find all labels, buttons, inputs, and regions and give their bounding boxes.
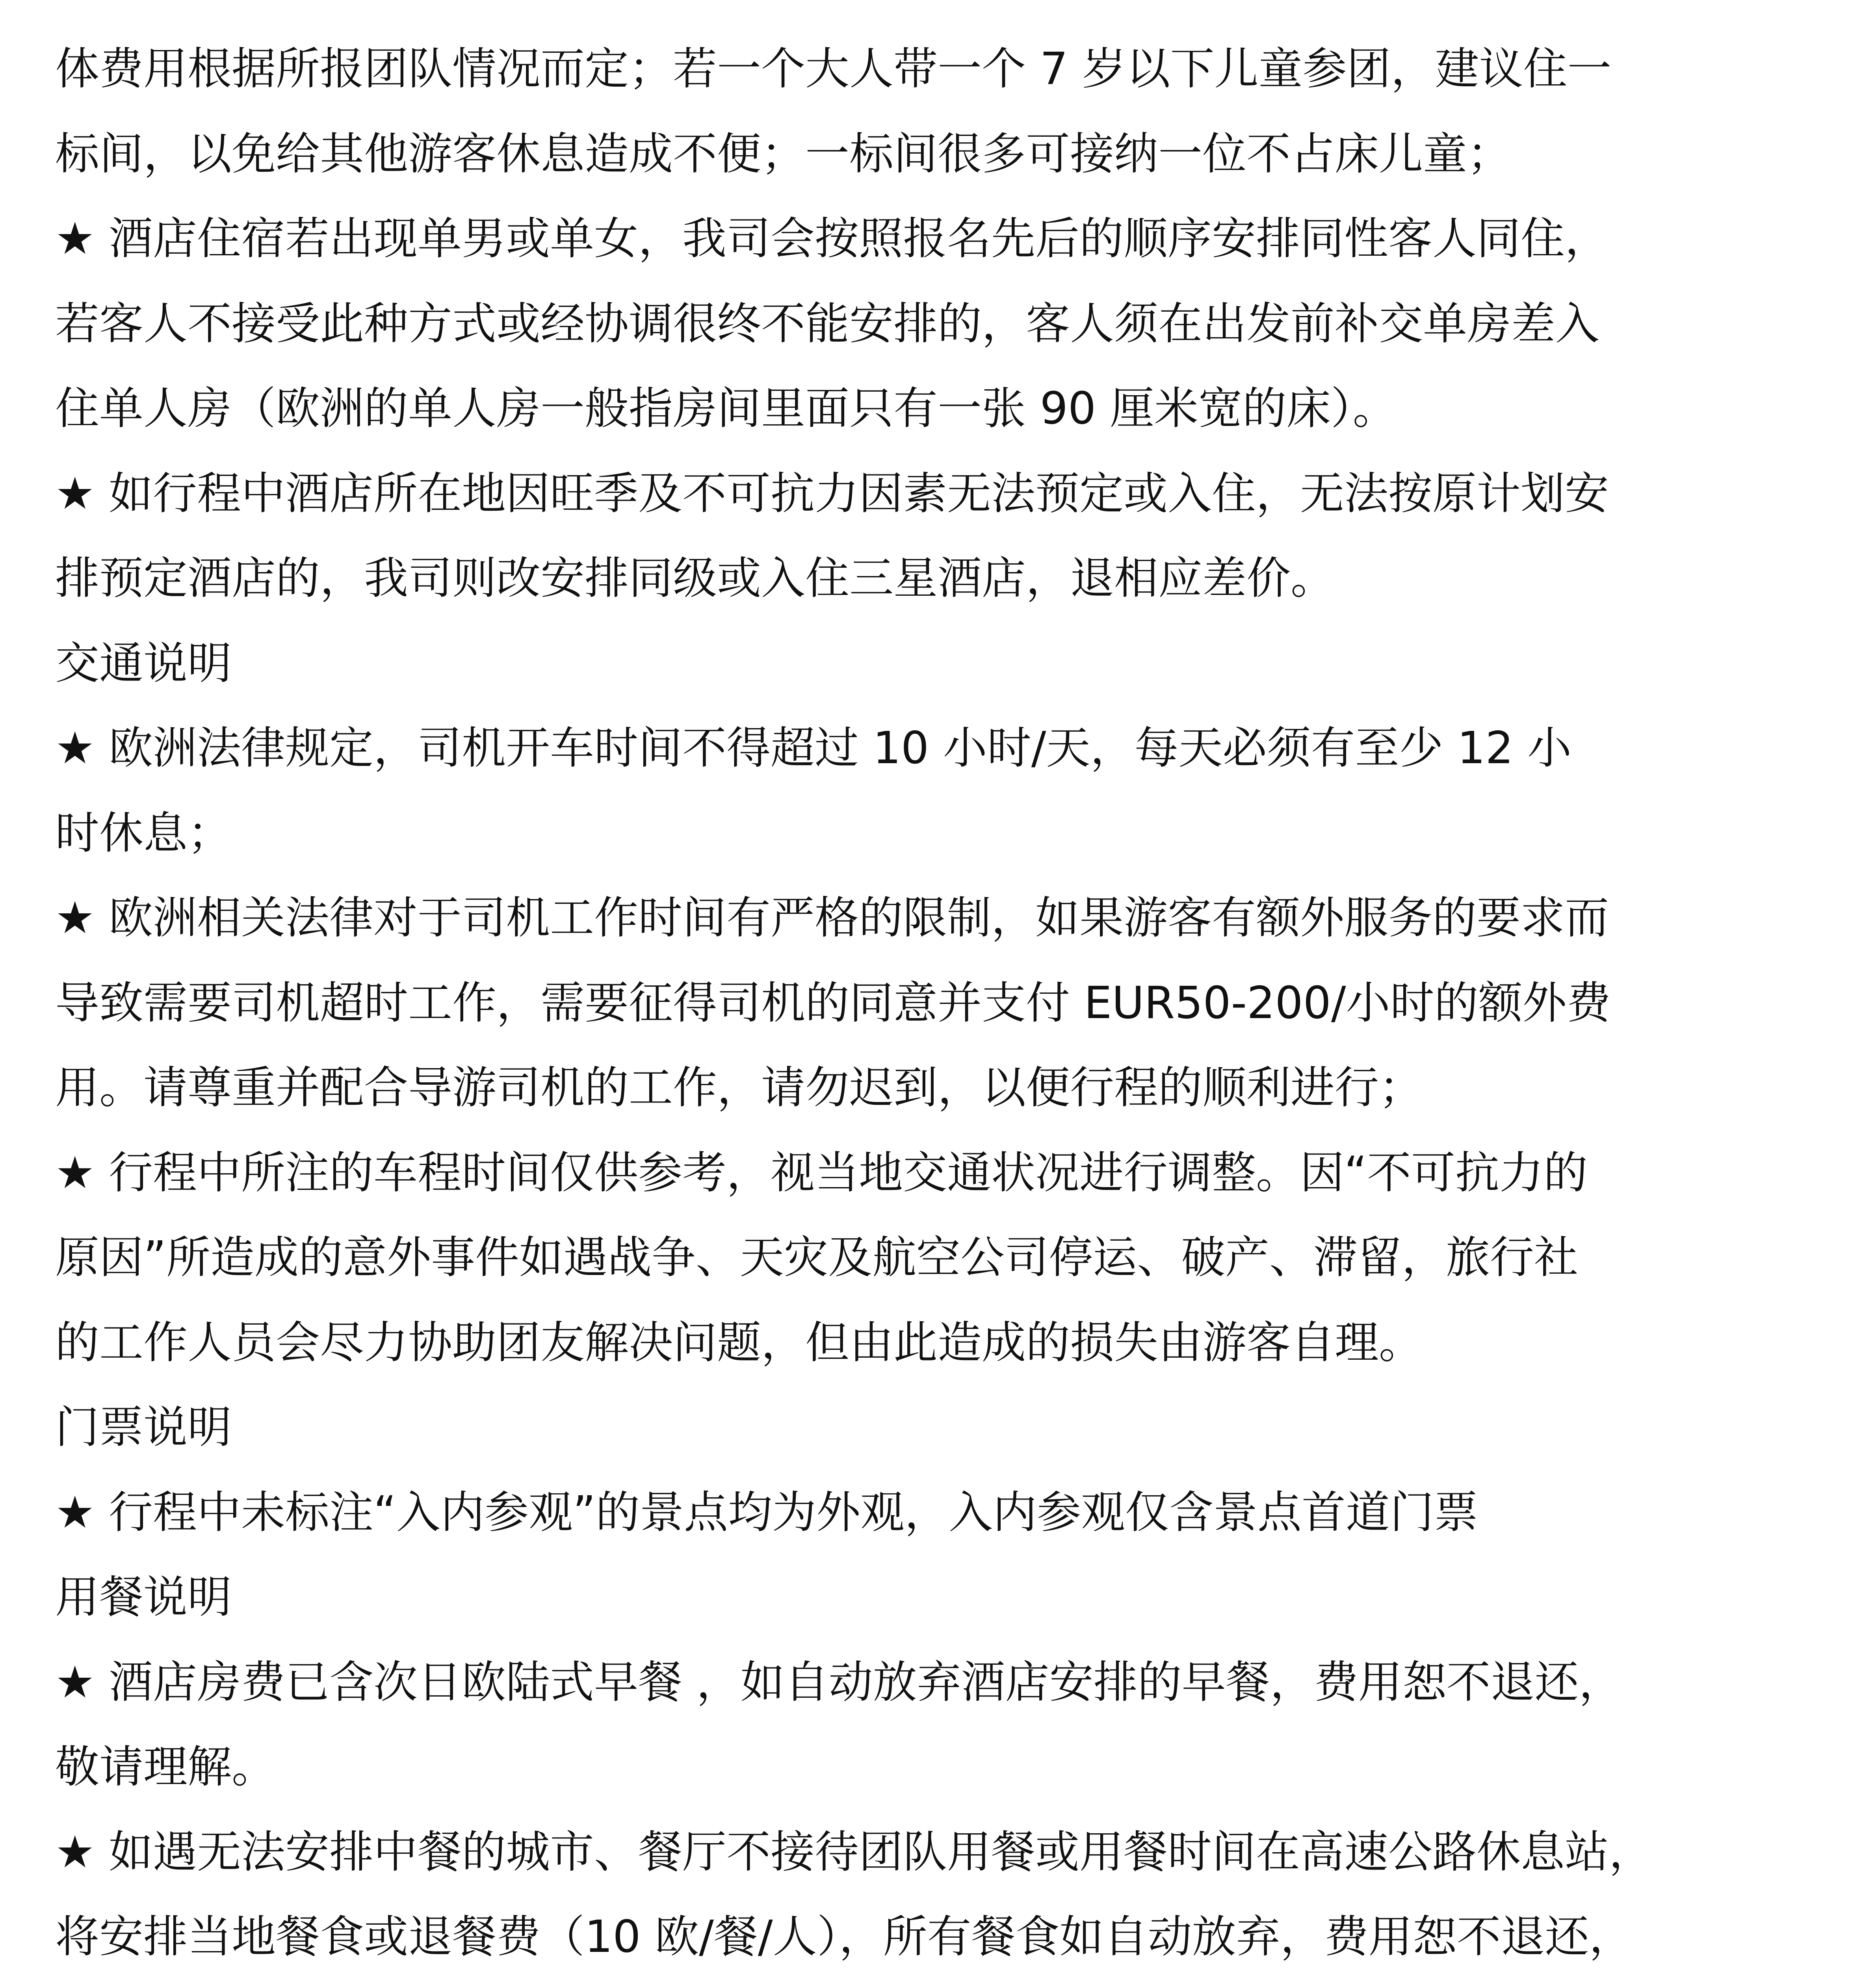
text-line: 排预定酒店的，我司则改安排同级或入住三星酒店，退相应差价。 <box>55 553 1335 604</box>
section-heading: 用餐说明 <box>55 1572 232 1623</box>
text-line: ★ 如行程中酒店所在地因旺季及不可抗力因素无法预定或入住，无法按原计划安 <box>55 468 1609 519</box>
text-line: 用。请尊重并配合导游司机的工作，请勿迟到，以便行程的顺利进行； <box>55 1062 1423 1113</box>
text-line: 标间，以免给其他游客休息造成不便；一标间很多可接纳一位不占床儿童； <box>55 128 1511 180</box>
section-heading: 交通说明 <box>55 638 232 689</box>
text-line: ★ 行程中所注的车程时间仅供参考，视当地交通状况进行调整。因“不可抗力的 <box>55 1147 1588 1199</box>
text-line: 原因”所造成的意外事件如遇战争、天灾及航空公司停运、破产、滞留，旅行社 <box>55 1232 1579 1283</box>
section-heading: 门票说明 <box>55 1402 232 1453</box>
text-line: 将安排当地餐食或退餐费（10 欧/餐/人），所有餐食如自动放弃，费用恕不退还， <box>55 1911 1633 1963</box>
text-line: 导致需要司机超时工作，需要征得司机的同意并支付 EUR50-200/小时的额外费 <box>55 978 1611 1029</box>
text-line: ★ 欧洲相关法律对于司机工作时间有严格的限制，如果游客有额外服务的要求而 <box>55 892 1609 944</box>
text-line: 若客人不接受此种方式或经协调很终不能安排的，客人须在出发前补交单房差入 <box>55 298 1599 349</box>
text-line: 时休息； <box>55 808 232 859</box>
text-line: 敬请理解。 <box>55 1741 276 1793</box>
text-line: ★ 酒店房费已含次日欧陆式早餐 ，如自动放弃酒店安排的早餐，费用恕不退还， <box>55 1657 1623 1708</box>
text-line: ★ 如遇无法安排中餐的城市、餐厅不接待团队用餐或用餐时间在高速公路休息站， <box>55 1827 1653 1878</box>
text-line: 的工作人员会尽力协助团友解决问题，但由此造成的损失由游客自理。 <box>55 1317 1423 1368</box>
text-line: ★ 欧洲法律规定，司机开车时间不得超过 10 小时/天，每天必须有至少 12 小 <box>55 723 1572 774</box>
text-line: 住单人房（欧洲的单人房一般指房间里面只有一张 90 厘米宽的床）。 <box>55 383 1397 434</box>
text-line: ★ 酒店住宿若出现单男或单女，我司会按照报名先后的顺序安排同性客人同住， <box>55 213 1609 264</box>
text-line: 体费用根据所报团队情况而定；若一个大人带一个 7 岁以下儿童参团，建议住一 <box>55 43 1612 95</box>
text-line: ★ 行程中未标注“入内参观”的景点均为外观，入内参观仅含景点首道门票 <box>55 1487 1479 1538</box>
